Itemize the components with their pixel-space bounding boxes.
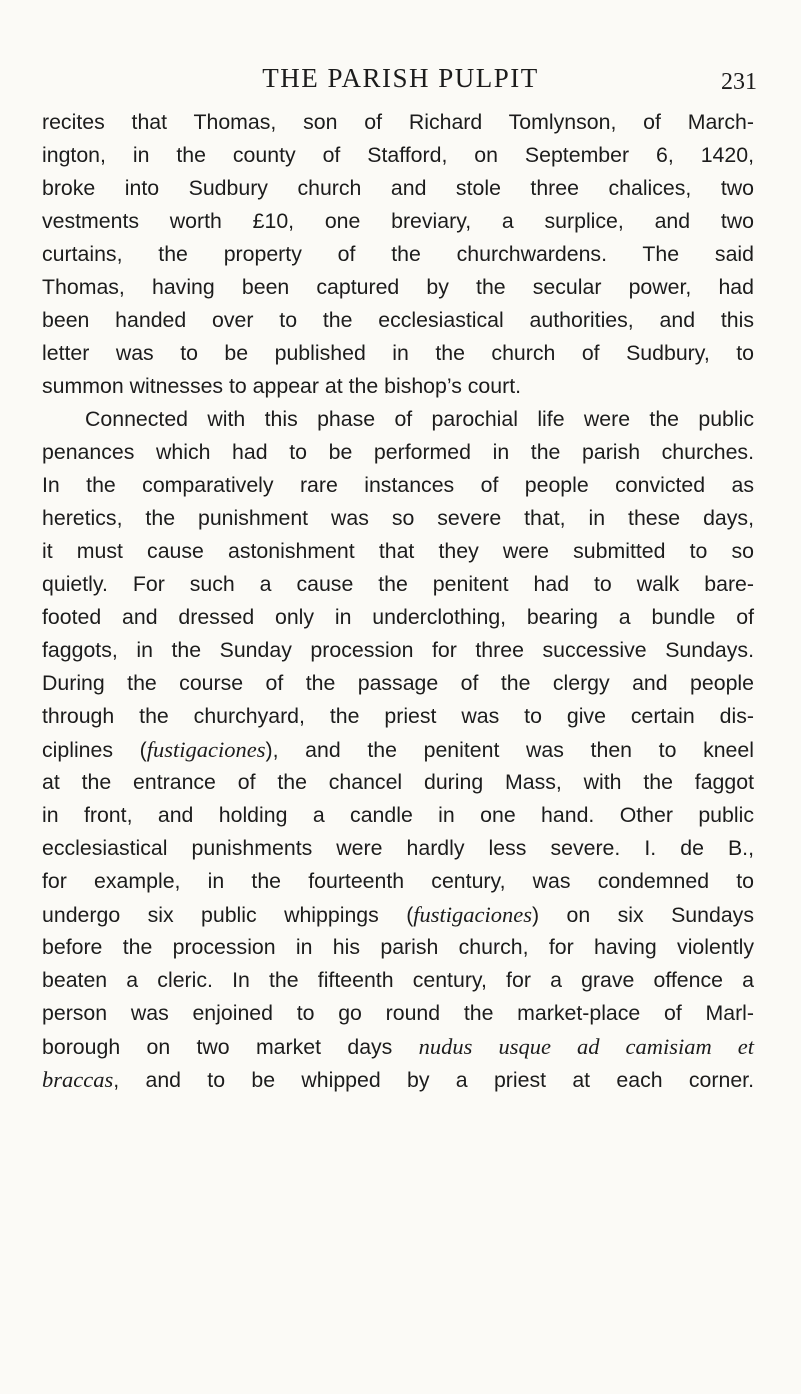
text-line: ington, in the county of Stafford, on September 6, 1420, [42,143,754,167]
text-segment: ) on six Sundays [532,903,754,927]
text-line: Connected with this phase of parochial life were the public [85,407,754,431]
italic-term: nudus usque ad camisiam et [418,1034,754,1059]
page-number: 231 [721,69,757,95]
text-line: During the course of the passage of the clergy and people [42,671,754,695]
text-line: person was enjoined to go round the market-place of Marl- [42,1001,754,1025]
italic-term: fustigaciones [413,902,533,927]
text-line: beaten a cleric. In the fifteenth century, for a grave offence a [42,968,754,992]
text-line: quietly. For such a cause the penitent had to walk bare- [42,572,754,596]
body-text [42,106,754,1096]
text-line: recites that Thomas, son of Richard Tomlynson, of March- [42,110,754,134]
italic-term: fustigaciones [146,737,266,762]
text-segment: ciplines ( [42,738,147,762]
text-line: Thomas, having been captured by the secular power, had [42,275,754,299]
text-line: footed and dressed only in underclothing, bearing a bundle of [42,605,754,629]
text-line: it must cause astonishment that they were submitted to so [42,539,754,563]
italic-term: braccas [42,1067,114,1092]
text-line: before the procession in his parish church, for having violently [42,935,754,959]
text-line: curtains, the property of the churchwardens. The said [42,242,754,266]
text-line: heretics, the punishment was so severe that, in these days, [42,506,754,530]
running-title: THE PARISH PULPIT [262,63,539,93]
text-segment: undergo six public whippings ( [42,903,414,927]
text-line: letter was to be published in the church of Sudbury, to [42,341,754,365]
text-line [42,733,754,766]
text-segment: ), and the penitent was then to kneel [265,738,754,762]
running-head [0,58,801,98]
text-segment: , and to be whipped by a priest at each corner. [113,1068,754,1092]
text-line: broke into Sudbury church and stole three chalices, two [42,176,754,200]
text-line: ecclesiastical punishments were hardly less severe. I. de B., [42,836,754,860]
text-line: for example, in the fourteenth century, was condemned to [42,869,754,893]
text-line: vestments worth £10, one breviary, a surplice, and two [42,209,754,233]
text-line: been handed over to the ecclesiastical authorities, and this [42,308,754,332]
text-line: summon witnesses to appear at the bishop’s court. [42,374,522,398]
text-line: through the churchyard, the priest was to give certain dis- [42,704,754,728]
text-line: In the comparatively rare instances of people convicted as [42,473,754,497]
text-line [42,1063,754,1096]
text-line: at the entrance of the chancel during Mass, with the faggot [42,770,754,794]
text-line [42,1030,754,1063]
text-line [42,898,754,931]
text-segment: borough on two market days [42,1035,419,1059]
text-line: penances which had to be performed in the parish churches. [42,440,754,464]
text-line: in front, and holding a candle in one hand. Other public [42,803,754,827]
text-line: faggots, in the Sunday procession for three successive Sundays. [42,638,754,662]
